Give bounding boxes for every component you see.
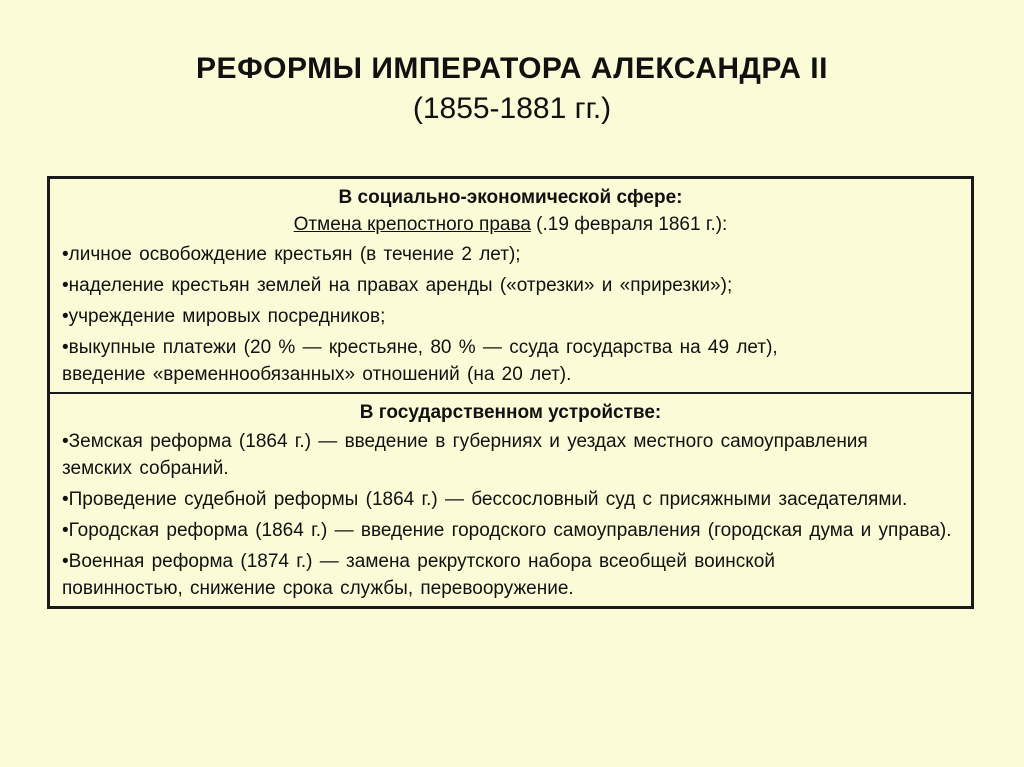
list-item: •Проведение судебной реформы (1864 г.) — бессословный суд с присяжными заседателями. (62, 489, 908, 510)
section-heading: В государственном устройстве: (359, 402, 662, 423)
list-item: •учреждение мировых посредников; (62, 306, 386, 327)
serfdom-abolition-date: (.19 февраля 1861 г.): (530, 214, 728, 235)
page-title: РЕФОРМЫ ИМПЕРАТОРА АЛЕКСАНДРА II (196, 52, 828, 85)
list-item: •наделение крестьян землей на правах аренды («отрезки» и «прирезки»); (62, 275, 733, 296)
section-heading: В социально-экономической сфере: (338, 187, 683, 208)
list-item: •Городская реформа (1864 г.) — введение городского самоуправления (городская дума и управа). (62, 520, 952, 541)
section-subheading (62, 211, 959, 239)
list-item: •Земская реформа (1864 г.) — введение в губерниях и уездах местного самоуправления земских собраний. (62, 431, 868, 479)
serfdom-abolition-label: Отмена крепостного права (293, 214, 531, 235)
section-state-structure (50, 392, 971, 606)
section-socio-economic (50, 179, 971, 392)
page-subtitle: (1855-1881 гг.) (412, 92, 612, 125)
reforms-table (47, 176, 974, 609)
list-item: •Военная реформа (1874 г.) — замена рекрутского набора всеобщей воинской повинностью, снижение срока службы, перевооружение. (62, 551, 775, 599)
list-item: •выкупные платежи (20 % — крестьяне, 80 % — ссуда государства на 49 лет), введение «временнообязанных» отношений (на 20 лет). (62, 337, 778, 385)
title-block (0, 50, 1024, 128)
list-item: •личное освобождение крестьян (в течение 2 лет); (62, 244, 521, 265)
